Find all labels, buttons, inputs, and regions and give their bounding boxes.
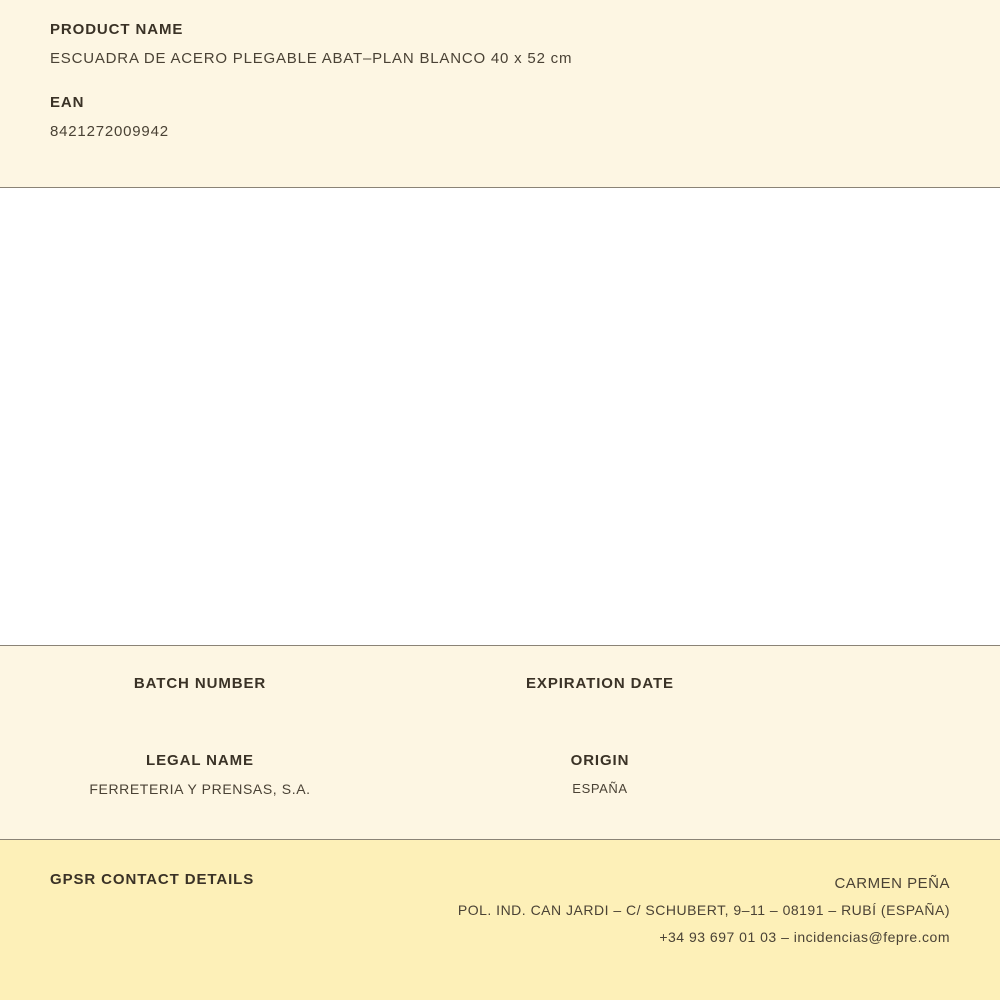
batch-expiration-row — [0, 646, 1000, 706]
legal-name-label: LEGAL NAME — [146, 751, 254, 769]
ean-block — [50, 95, 950, 140]
product-header-section — [0, 0, 1000, 188]
ean-value: 8421272009942 — [50, 122, 169, 140]
product-name-block — [50, 22, 950, 67]
gpsr-contact-title: GPSR CONTACT DETAILS — [50, 871, 255, 888]
expiration-date-cell — [400, 676, 800, 706]
origin-cell — [400, 753, 800, 798]
gpsr-contact-name: CARMEN PEÑA — [834, 875, 950, 892]
gpsr-contact-address: POL. IND. CAN JARDI – C/ SCHUBERT, 9–11 – 08191 – RUBÍ (ESPAÑA) — [457, 902, 950, 918]
product-name-label: PRODUCT NAME — [50, 21, 184, 38]
product-info-section — [0, 646, 1000, 840]
gpsr-contact-lines — [254, 870, 950, 951]
expiration-date-label: EXPIRATION DATE — [526, 675, 674, 692]
blank-content-area — [0, 188, 1000, 646]
origin-label: ORIGIN — [570, 751, 630, 769]
legal-name-value: FERRETERIA Y PRENSAS, S.A. — [89, 781, 311, 797]
origin-value: ESPAÑA — [572, 781, 628, 796]
gpsr-contact-phone-email: +34 93 697 01 03 – incidencias@fepre.com — [659, 929, 950, 945]
legal-origin-row — [0, 706, 1000, 798]
ean-label: EAN — [50, 94, 85, 111]
batch-number-label: BATCH NUMBER — [133, 675, 267, 692]
batch-number-cell — [0, 676, 400, 706]
legal-name-cell — [0, 753, 400, 798]
product-name-value: ESCUADRA DE ACERO PLEGABLE ABAT–PLAN BLANCO 40 x 52 cm — [50, 49, 573, 67]
gpsr-footer — [0, 840, 1000, 1000]
